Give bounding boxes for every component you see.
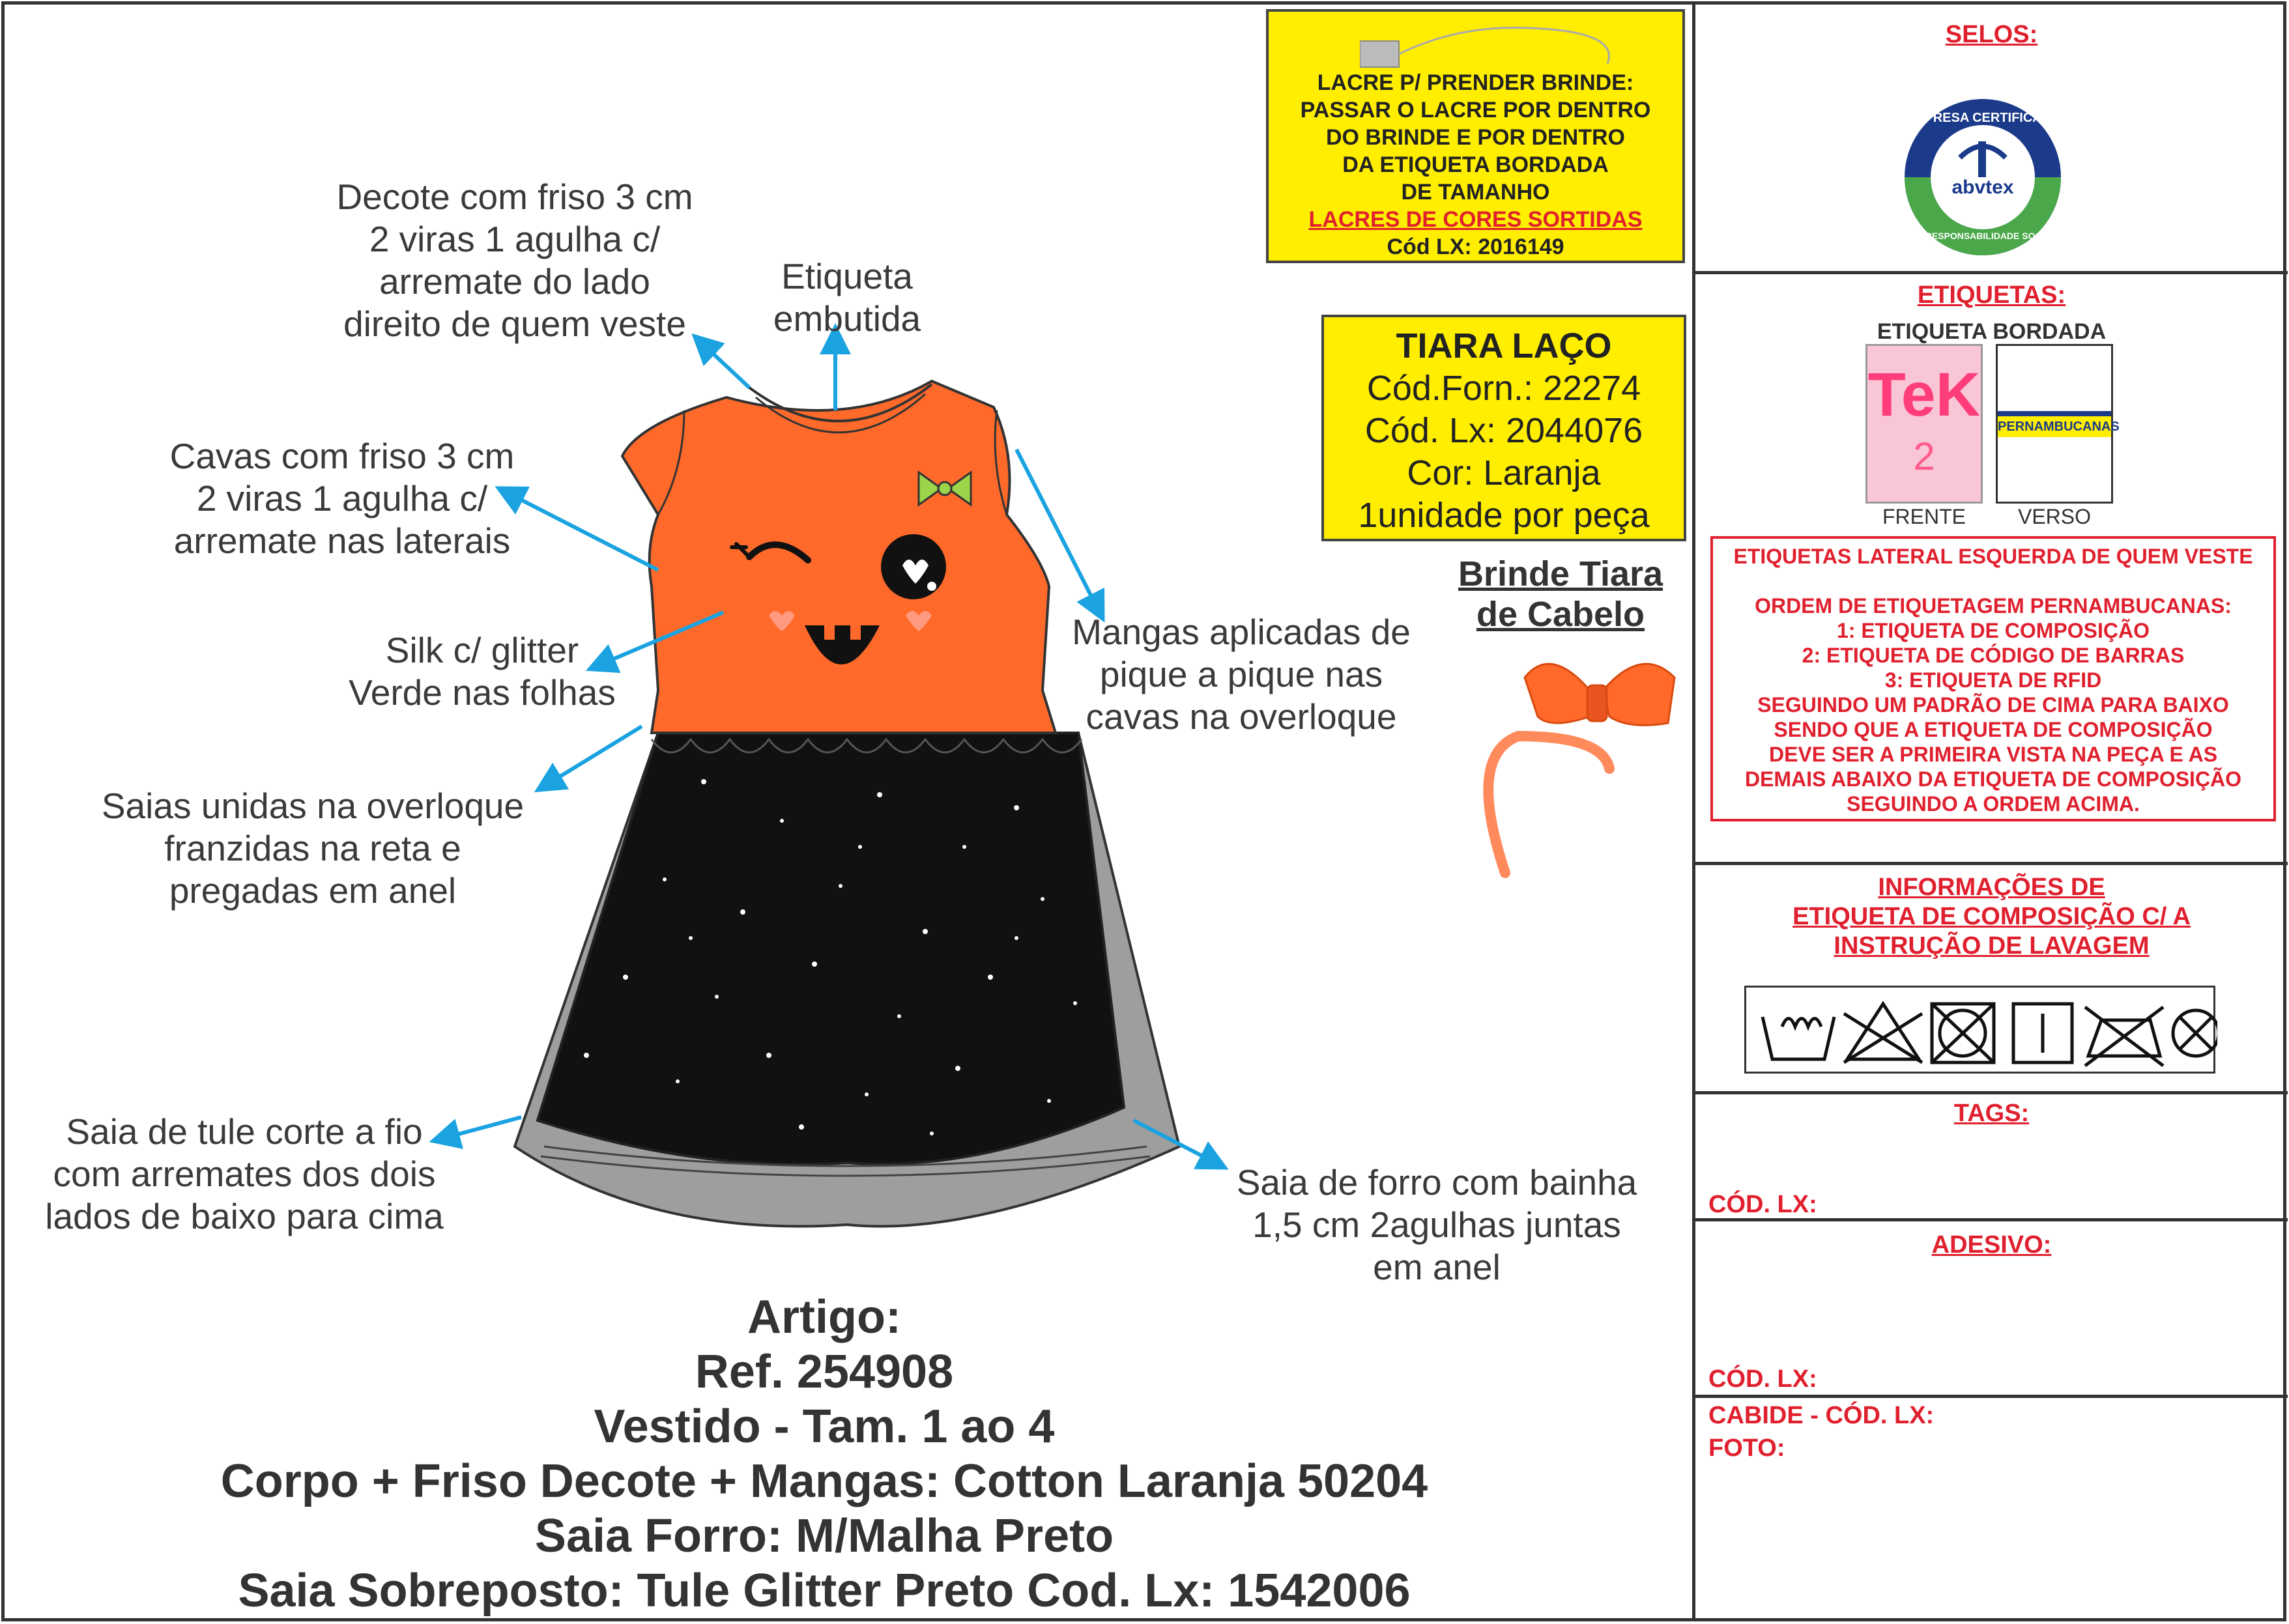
foto-label: FOTO: <box>1708 1434 1785 1462</box>
annotation-line: Silk c/ glitter <box>385 630 579 670</box>
rules-line: 2: ETIQUETA DE CÓDIGO DE BARRAS <box>1802 644 2185 667</box>
rules-line: ORDEM DE ETIQUETAGEM PERNAMBUCANAS: <box>1755 594 2232 618</box>
lacre-line: LACRE P/ PRENDER BRINDE: <box>1317 70 1634 95</box>
annotation-line: 2 viras 1 agulha c/ <box>196 478 488 519</box>
annotation-line: franzidas na reta e <box>164 828 461 868</box>
divider-etiquetas <box>1692 862 2288 865</box>
annotation-line: Saia de forro com bainha <box>1236 1162 1637 1203</box>
info-title-line: INFORMAÇÕES DE <box>1878 874 2105 901</box>
rules-line: DEMAIS ABAIXO DA ETIQUETA DE COMPOSIÇÃO <box>1744 767 2242 791</box>
annotation-etiqueta <box>756 255 938 340</box>
tiara-box <box>1321 315 1686 541</box>
tags-title: TAGS: <box>1953 1100 2030 1127</box>
brinde-line: de Cabelo <box>1476 595 1645 634</box>
lacre-tag-icon <box>1360 25 1634 77</box>
artigo-line: Corpo + Friso Decote + Mangas: Cotton Laranja 50204 <box>220 1455 1428 1507</box>
seal-bottom-text: EM RESPONSABILIDADE SOCIAL <box>1908 231 2057 241</box>
divider-adesivo <box>1692 1395 2288 1398</box>
lacre-code: Cód LX: 2016149 <box>1387 235 1564 259</box>
artigo-block <box>163 1290 1486 1618</box>
cabide-label: CABIDE - CÓD. LX: <box>1708 1402 1935 1429</box>
tags-cod-label: CÓD. LX: <box>1708 1191 1817 1218</box>
brinde-title <box>1430 554 1691 634</box>
etiqueta-bordada-label: ETIQUETA BORDADA <box>1877 319 2107 344</box>
annotation-line: Cavas com friso 3 cm <box>169 436 515 476</box>
annotation-line: direito de quem veste <box>343 304 686 344</box>
etiquetagem-rules <box>1710 536 2276 821</box>
rules-line: ETIQUETAS LATERAL ESQUERDA DE QUEM VESTE <box>1733 545 2253 568</box>
rules-line: 3: ETIQUETA DE RFID <box>1884 668 2102 692</box>
lacre-line: DE TAMANHO <box>1401 180 1550 205</box>
frente-label: FRENTE <box>1882 505 1966 528</box>
annotation-line: pique a pique nas <box>1099 654 1383 694</box>
artigo-line: Saia Sobreposto: Tule Glitter Preto Cod. Lx: 1542006 <box>238 1565 1411 1617</box>
annotation-line: cavas na overloque <box>1086 696 1397 737</box>
annotation-line: Etiqueta <box>781 256 913 296</box>
selos-title: SELOS: <box>1945 21 2038 48</box>
no-dry-clean-cross <box>2180 1017 2212 1049</box>
lacre-line: DA ETIQUETA BORDADA <box>1342 152 1609 177</box>
seal-brand-text: abvtex <box>1951 177 2014 198</box>
lacre-red-line: LACRES DE CORES SORTIDAS <box>1308 207 1643 232</box>
artigo-ref: Ref. 254908 <box>695 1346 954 1398</box>
annotation-line: em anel <box>1373 1247 1501 1287</box>
annotation-line: Verde nas folhas <box>349 672 616 713</box>
info-title <box>1695 873 2288 961</box>
annotation-line: arremate do lado <box>379 261 650 302</box>
care-symbols <box>1744 986 2215 1074</box>
lacre-line: PASSAR O LACRE POR DENTRO <box>1300 98 1651 122</box>
etiqueta-verso <box>1996 344 2120 504</box>
annotation-line: pregadas em anel <box>169 870 457 911</box>
etiqueta-frente <box>1865 344 1983 504</box>
hand-wash-hand <box>1782 1019 1821 1027</box>
no-bleach-cross <box>1844 1014 1922 1062</box>
artigo-line: Artigo: <box>747 1291 901 1343</box>
rules-spacer <box>1713 569 2273 593</box>
adesivo-cod-label: CÓD. LX: <box>1708 1365 1817 1393</box>
annotation-line: Mangas aplicadas de <box>1072 612 1411 652</box>
artigo-line: Saia Forro: M/Malha Preto <box>534 1510 1114 1562</box>
annotation-line: 2 viras 1 agulha c/ <box>369 219 661 259</box>
lacre-box <box>1266 9 1685 263</box>
lacre-line: DO BRINDE E POR DENTRO <box>1325 125 1626 150</box>
annotation-mangas <box>1056 611 1427 738</box>
annotation-line: Saia de tule corte a fio <box>66 1111 423 1152</box>
annotation-line: arremate nas laterais <box>173 520 511 561</box>
divider-info <box>1692 1091 2288 1094</box>
rules-line: SENDO QUE A ETIQUETA DE COMPOSIÇÃO <box>1774 718 2213 741</box>
annotation-silk <box>326 629 639 714</box>
info-title-line: ETIQUETA DE COMPOSIÇÃO C/ A <box>1792 903 2191 930</box>
annotation-saias-unidas <box>85 785 541 912</box>
annotation-line: lados de baixo para cima <box>45 1196 444 1236</box>
annotation-cavas <box>143 435 541 562</box>
annotation-line: Saias unidas na overloque <box>101 786 525 826</box>
annotation-line: embutida <box>773 298 921 339</box>
tiara-line: Cód.Forn.: 22274 <box>1366 369 1641 408</box>
annotation-line: 1,5 cm 2agulhas juntas <box>1252 1204 1621 1245</box>
rules-line: SEGUINDO A ORDEM ACIMA. <box>1847 792 2140 816</box>
brinde-line: Brinde Tiara <box>1458 554 1663 593</box>
annotation-saia-forro <box>1218 1161 1655 1289</box>
annotation-line: Decote com friso 3 cm <box>336 177 693 217</box>
adesivo-title: ADESIVO: <box>1931 1231 2052 1259</box>
annotation-decote <box>326 176 704 345</box>
annotation-saia-tule <box>26 1111 463 1238</box>
rules-line: 1: ETIQUETA DE COMPOSIÇÃO <box>1836 619 2150 642</box>
frente-size: 2 <box>1913 434 1935 478</box>
rules-line: SEGUINDO UM PADRÃO DE CIMA PARA BAIXO <box>1757 693 2229 717</box>
artigo-line: Vestido - Tam. 1 ao 4 <box>594 1401 1055 1453</box>
frente-brand: TeK <box>1867 360 1981 429</box>
tiara-title: TIARA LAÇO <box>1396 326 1612 365</box>
etiquetas-title: ETIQUETAS: <box>1917 281 2066 309</box>
abvtex-seal <box>1901 96 2064 259</box>
care-symbols-svg <box>1746 988 2217 1076</box>
seal-top-text: EMPRESA CERTIFICADA <box>1905 111 2061 125</box>
divider-selos <box>1692 271 2288 274</box>
no-bleach-icon <box>1847 1004 1919 1059</box>
annotation-line: com arremates dos dois <box>53 1154 436 1194</box>
verso-label: VERSO <box>2017 505 2092 528</box>
tiara-line: Cor: Laranja <box>1407 453 1601 492</box>
verso-brand: PERNAMBUCANAS <box>1998 411 2111 437</box>
info-title-line: INSTRUÇÃO DE LAVAGEM <box>1834 932 2150 960</box>
rules-line: DEVE SER A PRIMEIRA VISTA NA PEÇA E AS <box>1768 743 2218 766</box>
tiara-line: 1unidade por peça <box>1358 496 1650 535</box>
tiara-line: Cód. Lx: 2044076 <box>1364 411 1643 450</box>
